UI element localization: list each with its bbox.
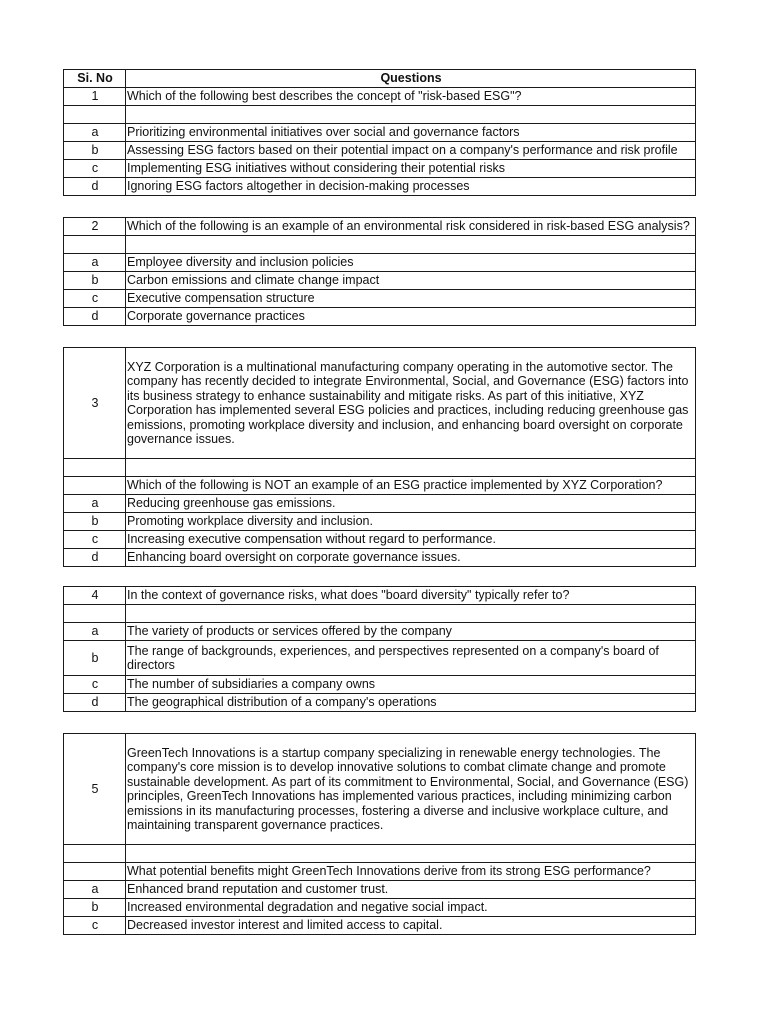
question-row [64,477,696,495]
question-table-1 [63,69,696,196]
question-table-2 [63,217,696,326]
question-number: 2 [64,218,126,236]
option-letter: a [64,623,126,641]
option-row [64,641,696,676]
option-text: The geographical distribution of a company's operations [126,694,696,712]
option-row [64,881,696,899]
blank-row [64,236,696,254]
option-row [64,899,696,917]
option-letter: b [64,142,126,160]
header-row [64,70,696,88]
option-text: Enhancing board oversight on corporate governance issues. [126,549,696,567]
option-text: Assessing ESG factors based on their potential impact on a company's performance and risk profile [126,142,696,160]
option-letter: b [64,899,126,917]
option-row [64,549,696,567]
question-row [64,863,696,881]
option-text: The variety of products or services offered by the company [126,623,696,641]
option-letter: c [64,917,126,935]
option-text: Enhanced brand reputation and customer trust. [126,881,696,899]
option-letter: a [64,124,126,142]
option-row [64,124,696,142]
blank-row [64,106,696,124]
question-table-5 [63,733,696,935]
option-letter: d [64,178,126,196]
option-letter: d [64,694,126,712]
question-passage: GreenTech Innovations is a startup company specializing in renewable energy technologies. The company's core mission is to develop innovative solutions to combat climate change and promote sustainable development. As part of its commitment to Environmental, Social, and Governance (ESG) principles, GreenTech Innovations has implemented various practices, including minimizing carbon emissions in its manufacturing processes, fostering a diverse and inclusive workplace culture, and maintaining transparent governance practices. [126,734,696,845]
header-si-no: Si. No [64,70,126,88]
option-letter: c [64,676,126,694]
question-text: Which of the following is NOT an example of an ESG practice implemented by XYZ Corporation? [126,477,696,495]
option-row [64,694,696,712]
question-row [64,587,696,605]
option-text: Corporate governance practices [126,308,696,326]
option-text: Reducing greenhouse gas emissions. [126,495,696,513]
question-number: 4 [64,587,126,605]
option-letter: b [64,513,126,531]
option-text: Employee diversity and inclusion policies [126,254,696,272]
option-text: Executive compensation structure [126,290,696,308]
option-row [64,513,696,531]
option-letter: d [64,308,126,326]
option-letter: a [64,254,126,272]
option-text: The range of backgrounds, experiences, and perspectives represented on a company's board of directors [126,641,696,676]
question-row [64,734,696,845]
option-letter: d [64,549,126,567]
question-row [64,88,696,106]
option-row [64,290,696,308]
header-questions: Questions [126,70,696,88]
option-text: Prioritizing environmental initiatives over social and governance factors [126,124,696,142]
question-passage: XYZ Corporation is a multinational manufacturing company operating in the automotive sector. The company has recently decided to integrate Environmental, Social, and Governance (ESG) factors into its business strategy to enhance sustainability and mitigate risks. As part of this initiative, XYZ Corporation has implemented several ESG policies and practices, including reducing greenhouse gas emissions, promoting workplace diversity and inclusion, and enhancing board oversight on corporate governance issues. [126,348,696,459]
option-text: The number of subsidiaries a company owns [126,676,696,694]
option-text: Carbon emissions and climate change impact [126,272,696,290]
blank-row [64,605,696,623]
option-row [64,308,696,326]
option-letter: c [64,160,126,178]
question-row [64,348,696,459]
question-number: 1 [64,88,126,106]
option-row [64,142,696,160]
option-letter: b [64,272,126,290]
question-text: What potential benefits might GreenTech Innovations derive from its strong ESG performance? [126,863,696,881]
option-letter: c [64,290,126,308]
option-letter: b [64,641,126,676]
option-text: Increased environmental degradation and negative social impact. [126,899,696,917]
question-table-4 [63,586,696,712]
question-table-3 [63,347,696,567]
option-row [64,917,696,935]
option-letter: c [64,531,126,549]
option-row [64,676,696,694]
option-text: Implementing ESG initiatives without considering their potential risks [126,160,696,178]
option-letter: a [64,495,126,513]
option-row [64,254,696,272]
question-text: In the context of governance risks, what does "board diversity" typically refer to? [126,587,696,605]
option-letter: a [64,881,126,899]
option-text: Ignoring ESG factors altogether in decision-making processes [126,178,696,196]
option-row [64,495,696,513]
question-number: 5 [64,734,126,845]
blank-row [64,459,696,477]
option-text: Promoting workplace diversity and inclusion. [126,513,696,531]
question-text: Which of the following is an example of an environmental risk considered in risk-based ESG analysis? [126,218,696,236]
question-text: Which of the following best describes the concept of "risk-based ESG"? [126,88,696,106]
option-row [64,531,696,549]
question-row [64,218,696,236]
option-row [64,623,696,641]
option-row [64,272,696,290]
option-text: Increasing executive compensation without regard to performance. [126,531,696,549]
blank-row [64,845,696,863]
option-row [64,178,696,196]
question-number: 3 [64,348,126,459]
option-row [64,160,696,178]
option-text: Decreased investor interest and limited access to capital. [126,917,696,935]
